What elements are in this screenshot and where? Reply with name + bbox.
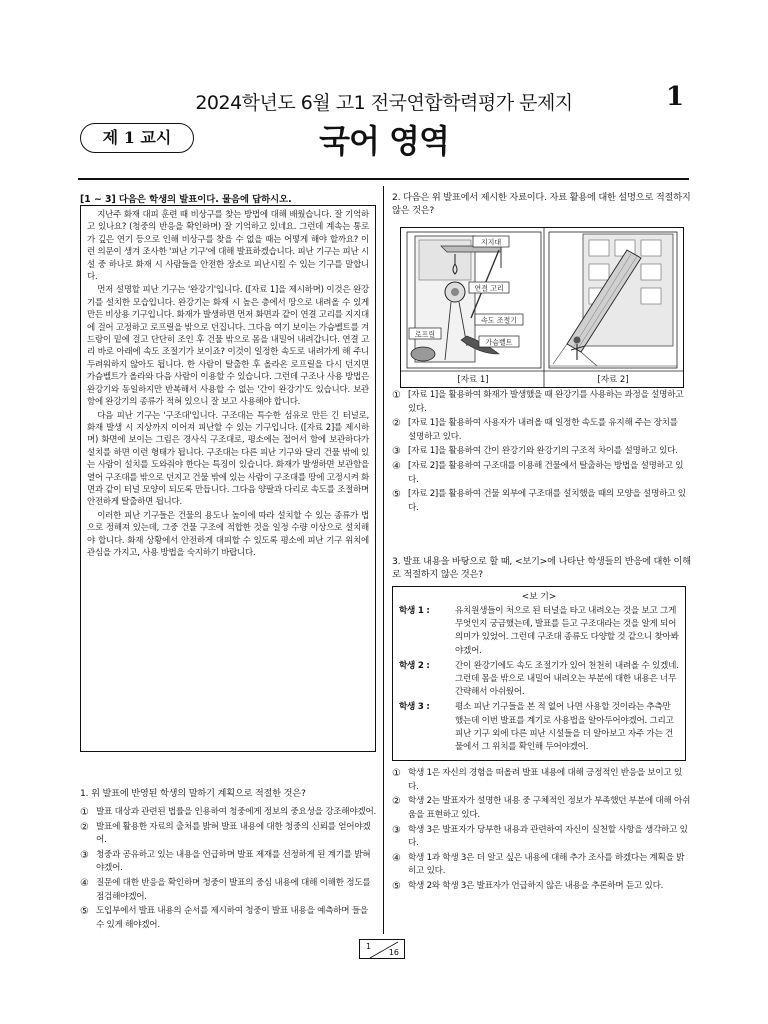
student-comment (399, 701, 679, 754)
choice-mark: ③ (392, 824, 401, 836)
label-reel: 로프릴 (414, 330, 436, 339)
choice-1[interactable] (80, 806, 378, 820)
choice-text: 학생 3은 발표자가 당부한 내용과 관련하여 자신이 실천할 사항을 생각하고 있다. (408, 824, 688, 849)
total-pages: 16 (388, 948, 399, 957)
question-1-stem: 1. 위 발표에 반영된 학생의 말하기 계획으로 적절한 것은? (80, 788, 306, 799)
label-regulator: 속도 조절기 (480, 316, 518, 325)
choice-3[interactable] (80, 849, 378, 876)
choice-5[interactable] (392, 880, 692, 894)
bogi-box (392, 586, 686, 761)
label-ring: 연결 고리 (474, 284, 504, 293)
rescue-chute-illustration (549, 232, 677, 368)
choice-mark: ① (392, 768, 401, 780)
period-badge: 제 1 교시 (80, 123, 194, 153)
choice-text: 청중과 공유하고 있는 내용을 언급하며 발표 제재를 선정하게 된 계기를 밝혀야겠어. (96, 849, 371, 874)
choice-2[interactable] (392, 795, 692, 822)
choice-1[interactable] (392, 767, 692, 794)
choice-3[interactable] (392, 445, 688, 459)
choice-5[interactable] (80, 905, 378, 932)
question-1 (80, 787, 378, 933)
choice-mark: ② (392, 418, 401, 430)
page-number: 1 (666, 82, 685, 112)
question-1-choices (80, 806, 378, 932)
current-page: 1 (366, 942, 372, 951)
choice-mark: ② (80, 821, 89, 833)
choice-text: [자료 1]을 활용하여 사용자가 내려올 때 일정한 속도를 유지해 주는 장치를 설명하고 있다. (408, 418, 678, 442)
figure-illustrations (401, 228, 683, 387)
question-3 (392, 555, 692, 895)
passage-box (80, 205, 376, 752)
passage-paragraph: 지난주 화재 대피 훈련 때 비상구를 찾는 방법에 대해 배웠습니다. 잘 기억하고 있나요? (청중의 반응을 확인하며) 잘 기억하고 있네요. 그런데 계속는 통로가 깊은 연기 등으로 인해 비상구를 찾을 수 없을 때는 어떻게 해야 할까요? 이런 의문이 생겨 조사한 '피난 기구'에 대해 발표하겠습니다. 피난 기구는 피난 시설 중 하나로 화재 시 사람들을 안전한 장소로 피난시킬 수 있는 기구를 말합니다. (87, 210, 369, 283)
choice-4[interactable] (80, 877, 378, 904)
choice-text: 학생 1과 학생 3은 더 알고 싶은 내용에 대해 추가 조사를 하겠다는 계획을 밝히고 있다. (408, 852, 685, 877)
header-rule (78, 178, 689, 180)
choice-4[interactable] (392, 460, 688, 487)
column-divider (383, 186, 384, 934)
subject-title: 국어 영역 (319, 122, 449, 160)
passage-paragraph: 이러한 피난 기구들은 건물의 용도나 높이에 따라 설치할 수 있는 종류가 법으로 정해져 있는데, 그중 건물 구조에 적합한 것을 일정 수량 이상으로 설치해야 합니다. 화재 상황에서 안전하게 대피할 수 있도록 평소에 피난 기구 위치에 관심을 가지고, 사용 방법을 숙지하기 바랍니다. (87, 510, 369, 558)
question-set-intro: [1 ~ 3] 다음은 학생의 발표이다. 물음에 답하시오. (80, 194, 292, 205)
choice-text: 학생 2는 발표자가 설명한 내용 중 구체적인 정보가 부족했던 부분에 대해 아쉬움을 표현하고 있다. (408, 796, 691, 821)
choice-text: 도입부에서 발표 내용의 순서를 제시하여 청중이 발표 내용을 예측하며 들을 수 있게 해야겠어. (96, 906, 368, 930)
page-counter (359, 939, 405, 959)
choice-2[interactable] (80, 821, 378, 848)
student-text: 간이 완강기에도 속도 조절기가 있어 천천히 내려올 수 있겠네. 그런데 몸을 밖으로 내밀어 내려오는 부분에 대한 내용은 너무 간략해서 아쉬웠어. (455, 660, 679, 698)
choice-text: 학생 2와 학생 3은 발표자가 언급하지 않은 내용을 추론하며 듣고 있다. (408, 880, 664, 891)
student-name: 학생 3 : (399, 702, 430, 713)
choice-2[interactable] (392, 417, 688, 444)
choice-text: [자료 2]를 활용하여 구조대를 이용해 건물에서 탈출하는 방법을 설명하고 있다. (408, 460, 684, 485)
exam-title: 2024학년도 6월 고1 전국연합학력평가 문제지 (195, 92, 573, 114)
figure-caption-2: [자료 2] (597, 375, 629, 385)
choice-text: 발표 대상과 관련된 법률을 인용하여 청중에게 정보의 중요성을 강조해야겠어. (96, 807, 376, 817)
choice-mark: ⑤ (392, 489, 401, 501)
student-comment (399, 660, 679, 700)
bogi-title: <보 기> (521, 592, 557, 602)
label-support: 지지대 (480, 238, 502, 247)
choice-4[interactable] (392, 852, 692, 879)
choice-text: 발표에 활용한 자료의 출처를 밝혀 발표 내용에 대한 청중의 신뢰를 얻어야겠어. (96, 821, 371, 846)
choice-text: 학생 1은 자신의 경험을 떠올려 발표 내용에 대해 긍정적인 반응을 보이고 있다. (408, 768, 683, 792)
choice-mark: ④ (80, 877, 89, 889)
choice-mark: ② (392, 796, 401, 808)
choice-text: [자료 1]을 활용하여 간이 완강기와 완강기의 구조적 차이를 설명하고 있다. (408, 446, 678, 457)
question-2-choices (392, 389, 688, 516)
question-3-choices (392, 767, 692, 893)
choice-mark: ⑤ (80, 906, 89, 918)
choice-mark: ④ (392, 852, 401, 864)
student-text: 유치원생들이 처으로 된 터널을 타고 내려오는 것을 보고 그게 무엇인지 궁금했는데, 발표를 듣고 구조대라는 것을 알게 되어 의미가 있었어. 그런데 구조대 종류도 다양할 것 같으니 찾아봐야겠어. (455, 606, 679, 656)
choice-5[interactable] (392, 488, 688, 515)
question-2-stem: 2. 다음은 위 발표에서 제시한 자료이다. 자료 활용에 대한 설명으로 적절하지 않은 것은? (392, 192, 691, 216)
passage-paragraph: 먼저 설명할 피난 기구는 '완강기'입니다. ([자료 1]을 제시하며) 이것은 완강기를 설치한 모습입니다. 완강기는 화재 시 높은 층에서 땅으로 내려올 수 있게 만든 비상용 기구입니다. 화재가 발생하면 먼저 화면과 같이 연결 고리를 지지대에 걸어 고정하고 로프릴을 밖으로 던집니다. 그다음 여기 보이는 가슴벨트를 겨드랑이 밑에 걸고 단단히 조인 후 건물 밖으로 몸을 내밀어 내려갑니다. 연결 고리 바로 아래에 속도 조절기가 보이죠? 이것이 일정한 속도로 내려가게 해 주니 두려워하지 않아도 됩니다. 한 사람이 탈출한 후 올라온 로프릴을 다시 던지면 가슴벨트가 올라와 다음 사람이 이용할 수 있습니다. 그런데 구조나 사용 방법은 완강기와 동일하지만 반복해서 사용할 수 없는 '간이 완강기'도 있습니다. 보관함에 완강기의 종류가 적혀 있으니 잘 보고 사용해야 합니다. (87, 285, 369, 408)
choice-mark: ① (80, 807, 89, 818)
figure-caption-1: [자료 1] (457, 375, 489, 385)
choice-mark: ① (392, 390, 401, 401)
student-name: 학생 1 : (399, 606, 430, 616)
choice-mark: ④ (392, 460, 401, 472)
choice-1[interactable] (392, 389, 688, 416)
figure-box (400, 227, 684, 388)
choice-text: 질문에 대한 반응을 확인하며 청중이 발표의 중심 내용에 대해 이해한 정도를 점검해야겠어. (96, 877, 371, 902)
choice-text: [자료 1]을 활용하여 화재가 발생했을 때 완강기를 사용하는 과정을 설명하고 있다. (408, 390, 684, 414)
choice-mark: ③ (392, 446, 401, 458)
choice-text: [자료 2]를 활용하여 건물 외부에 구조대를 설치했을 때의 모양을 설명하고 있다. (408, 489, 686, 513)
question-3-stem: 3. 발표 내용을 바탕으로 할 때, <보기>에 나타난 학생들의 반응에 대한 이해로 적절하지 않은 것은? (392, 556, 691, 580)
student-name: 학생 2 : (399, 660, 430, 671)
descender-illustration (407, 232, 541, 368)
passage-paragraph: 다음 피난 기구는 '구조대'입니다. 구조대는 특수한 섬유로 만든 긴 터널로, 화재 발생 시 지상까지 이어져 피난할 수 있는 기구입니다. ([자료 2]를 제시하며) 화면에 보이는 그림은 경사식 구조대로, 평소에는 접어서 함에 보관하다가 설치를 하면 이런 형태가 됩니다. 구조대는 다른 피난 기구와 달리 건물 밖에 있는 사람이 설치를 도와줘야 한다는 특징이 있습니다. 화재가 발생하면 보관함을 열어 구조대를 밖으로 던지고 건물 밖에 있는 사람이 구조대를 땅에 고정시켜 화면과 같이 터널 모양이 되도록 만듭니다. 그다음 양팔과 다리로 속도를 조절하며 안전하게 탈출하면 됩니다. (87, 410, 369, 508)
student-comment (399, 605, 679, 658)
label-belt: 가슴벨트 (485, 338, 513, 347)
student-text: 평소 피난 기구들을 본 적 없어 나면 사용할 것이라는 추측만 했는데 이번 발표를 계기로 사용법을 알아두어야겠어. 그리고 피난 기구 외에 다른 피난 시설들을 더 알아보고 자주 가는 건물에서 그 위치를 확인해 두어야겠어. (455, 702, 674, 753)
choice-mark: ③ (80, 849, 89, 861)
choice-mark: ⑤ (392, 880, 401, 892)
choice-3[interactable] (392, 824, 692, 851)
